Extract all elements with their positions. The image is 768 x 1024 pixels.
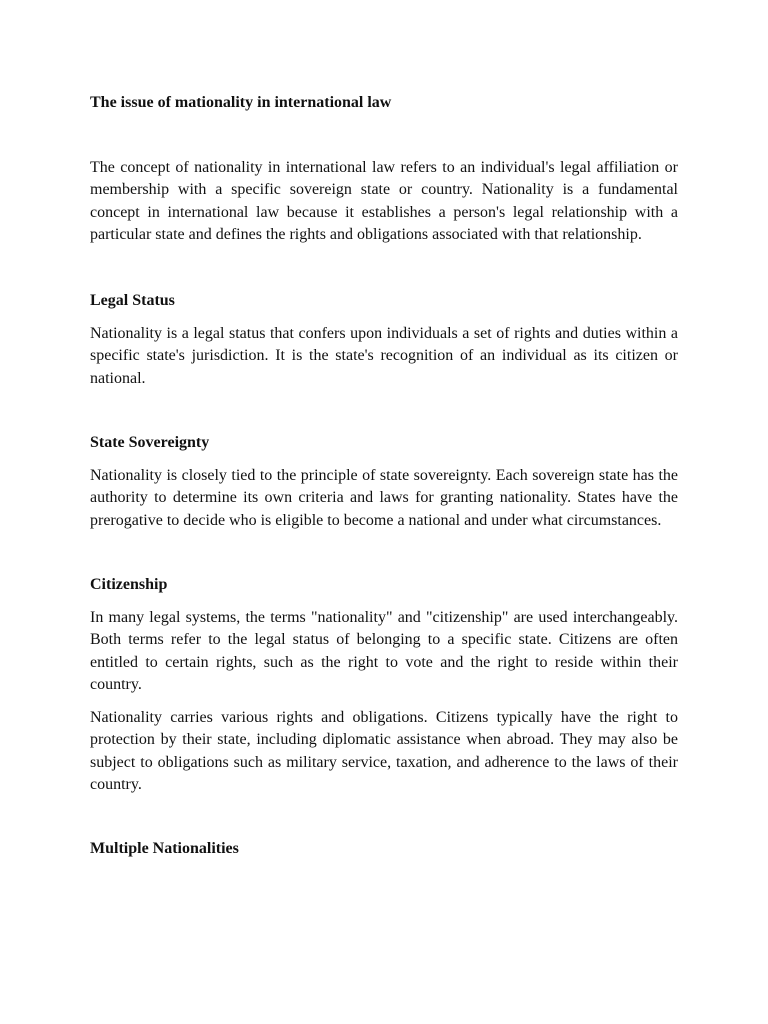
- state-sovereignty-paragraph: Nationality is closely tied to the principle of state sovereignty. Each sovereign state has the authority to determine its own criteria and laws for granting nationality. States have the prerogative to decide who is eligible to become a national and under what circumstances.: [90, 467, 678, 529]
- section-heading-multiple-nationalities: Multiple Nationalities: [90, 840, 239, 858]
- document-page: [90, 92, 678, 860]
- citizenship-paragraph-2: Nationality carries various rights and obligations. Citizens typically have the right to protection by their state, including diplomatic assistance when abroad. They may also be subject to obligations such as military service, taxation, and adherence to the laws of their country.: [90, 709, 678, 794]
- citizenship-paragraph-1: In many legal systems, the terms "nationality" and "citizenship" are used interchangeably. Both terms refer to the legal status of belonging to a specific state. Citizens are often entitled to certain rights, such as the right to vote and the right to reside within their country.: [90, 608, 678, 693]
- section-heading-state-sovereignty: State Sovereignty: [90, 434, 210, 452]
- legal-status-paragraph: Nationality is a legal status that confers upon individuals a set of rights and duties within a specific state's jurisdiction. It is the state's recognition of an individual as its citizen or national.: [90, 325, 678, 387]
- section-heading-legal-status: Legal Status: [90, 292, 175, 310]
- section-heading-citizenship: Citizenship: [90, 575, 168, 593]
- document-title: The issue of mationality in international law: [90, 94, 392, 111]
- intro-paragraph: The concept of nationality in international law refers to an individual's legal affiliation or membership with a specific sovereign state or country. Nationality is a fundamental concept in international law because it establishes a person's legal relationship with a particular state and defines the rights and obligations associated with that relationship.: [90, 159, 678, 243]
